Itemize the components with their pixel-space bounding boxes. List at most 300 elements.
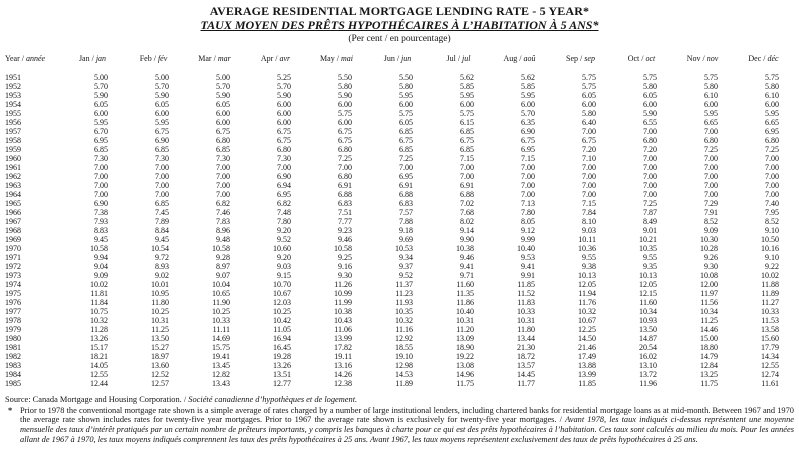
rate-cell: 11.60 <box>639 297 657 307</box>
rate-cell: 5.75 <box>460 108 474 118</box>
footnote-text-english: Prior to 1978 the conventional mortgage rate shown is a simple average of rates charged by a number of large institutional lenders, including chartered banks for residential mortgage loans as at mid-month. Between 1967 and 1970 the average rate shown includes rates for twenty-five year mortgages. Prior to 1967 the average rate shown is exclusively for twenty-five year mortgages. / <box>20 405 794 425</box>
page-subtitle-french: TAUX MOYEN DES PRÊTS HYPOTHÉCAIRES À L’HABITATION À 5 ANS* <box>200 18 599 33</box>
rate-cell: 15.60 <box>761 333 779 343</box>
rate-cell: 7.91 <box>704 207 718 217</box>
year-cell: 1967 <box>5 216 21 226</box>
rate-cell: 11.83 <box>517 297 535 307</box>
rate-cell: 7.00 <box>704 162 718 172</box>
rate-cell: 10.70 <box>273 279 291 289</box>
rate-cell: 6.90 <box>155 135 169 145</box>
rate-cell: 10.32 <box>578 306 596 316</box>
table-row-1958 <box>5 136 794 145</box>
rate-cell: 6.75 <box>277 126 291 136</box>
table-row-1961 <box>5 163 794 172</box>
rate-cell: 7.95 <box>765 207 779 217</box>
source-text-english: Source: Canada Mortgage and Housing Corporation. / <box>5 394 187 404</box>
rate-cell: 6.85 <box>460 126 474 136</box>
rate-cell: 5.85 <box>460 81 474 91</box>
rate-cell: 7.25 <box>399 153 413 163</box>
year-cell: 1972 <box>5 261 21 271</box>
rate-cell: 7.89 <box>155 216 169 226</box>
rate-cell: 5.62 <box>460 72 474 82</box>
rate-cell: 7.00 <box>704 126 718 136</box>
rate-cell: 10.31 <box>456 315 474 325</box>
rate-cell: 5.75 <box>704 72 718 82</box>
year-cell: 1981 <box>5 342 21 352</box>
table-row-1968 <box>5 226 794 235</box>
rate-cell: 5.95 <box>94 117 108 127</box>
rate-cell: 6.00 <box>94 108 108 118</box>
rate-cell: 10.25 <box>151 306 169 316</box>
rate-cell: 7.00 <box>765 153 779 163</box>
rate-cell: 10.38 <box>334 306 352 316</box>
rate-cell: 5.62 <box>521 72 535 82</box>
table-row-1979 <box>5 325 794 334</box>
rate-cell: 10.34 <box>700 306 718 316</box>
rate-cell: 7.13 <box>521 198 535 208</box>
rate-cell: 6.00 <box>277 117 291 127</box>
rate-cell: 6.55 <box>643 117 657 127</box>
rate-cell: 13.26 <box>90 333 108 343</box>
rate-cell: 6.85 <box>155 198 169 208</box>
rate-cell: 10.58 <box>212 243 230 253</box>
header-row <box>5 54 794 73</box>
rate-cell: 9.09 <box>704 225 718 235</box>
rate-cell: 6.05 <box>94 99 108 109</box>
rate-cell: 10.25 <box>212 306 230 316</box>
rate-cell: 7.20 <box>643 144 657 154</box>
rate-cell: 7.30 <box>216 153 230 163</box>
rate-cell: 10.60 <box>273 243 291 253</box>
rate-cell: 6.00 <box>399 99 413 109</box>
rate-cell: 7.80 <box>521 207 535 217</box>
rate-cell: 7.00 <box>704 189 718 199</box>
year-cell: 1980 <box>5 333 21 343</box>
rate-cell: 7.00 <box>582 189 596 199</box>
rate-cell: 11.56 <box>700 297 718 307</box>
rate-cell: 7.00 <box>94 189 108 199</box>
rate-cell: 6.00 <box>277 99 291 109</box>
rate-cell: 5.90 <box>643 108 657 118</box>
rate-cell: 7.88 <box>399 216 413 226</box>
rate-cell: 11.06 <box>334 324 352 334</box>
rate-cell: 12.57 <box>151 378 169 388</box>
year-cell: 1951 <box>5 72 21 82</box>
rate-cell: 6.75 <box>216 126 230 136</box>
rate-cell: 6.82 <box>216 198 230 208</box>
year-cell: 1957 <box>5 126 21 136</box>
rate-cell: 7.80 <box>277 216 291 226</box>
rate-cell: 16.94 <box>273 333 291 343</box>
rate-cell: 10.21 <box>639 234 657 244</box>
rate-cell: 7.30 <box>277 153 291 163</box>
rate-cell: 7.00 <box>582 171 596 181</box>
rate-cell: 5.70 <box>94 81 108 91</box>
year-cell: 1974 <box>5 279 21 289</box>
table-row-1960 <box>5 154 794 163</box>
year-cell: 1971 <box>5 252 21 262</box>
rate-cell: 14.46 <box>700 324 718 334</box>
rate-cell: 5.80 <box>765 81 779 91</box>
rate-cell: 6.95 <box>277 189 291 199</box>
rate-cell: 6.80 <box>277 144 291 154</box>
rate-cell: 11.75 <box>700 378 718 388</box>
rate-cell: 17.49 <box>578 351 596 361</box>
rate-cell: 6.85 <box>155 144 169 154</box>
year-cell: 1985 <box>5 378 21 388</box>
rate-cell: 11.26 <box>334 279 352 289</box>
rate-cell: 11.94 <box>578 288 596 298</box>
table-row-1963 <box>5 181 794 190</box>
table-row-1973 <box>5 271 794 280</box>
rate-cell: 5.95 <box>704 108 718 118</box>
rate-cell: 14.05 <box>90 360 108 370</box>
rate-cell: 5.00 <box>155 72 169 82</box>
rate-cell: 7.00 <box>765 180 779 190</box>
rate-cell: 5.75 <box>643 72 657 82</box>
column-header-aug: Aug / aoû <box>503 53 536 63</box>
rate-cell: 7.68 <box>460 207 474 217</box>
rate-cell: 6.95 <box>399 171 413 181</box>
rate-cell: 11.25 <box>151 324 169 334</box>
rate-cell: 9.52 <box>399 270 413 280</box>
table-row-1970 <box>5 244 794 253</box>
rate-cell: 10.13 <box>578 270 596 280</box>
rate-cell: 5.80 <box>643 81 657 91</box>
rate-cell: 11.99 <box>334 297 352 307</box>
rate-cell: 11.76 <box>578 297 596 307</box>
rate-cell: 5.70 <box>216 81 230 91</box>
rate-cell: 7.00 <box>460 162 474 172</box>
rate-cell: 17.82 <box>334 342 352 352</box>
year-cell: 1977 <box>5 306 21 316</box>
footer <box>5 395 794 445</box>
table-row-1967 <box>5 217 794 226</box>
rate-cell: 8.83 <box>94 225 108 235</box>
year-cell: 1958 <box>5 135 21 145</box>
rate-cell: 6.05 <box>155 99 169 109</box>
source-line <box>5 395 794 405</box>
rate-cell: 10.31 <box>151 315 169 325</box>
rate-cell: 6.00 <box>338 117 352 127</box>
rate-cell: 6.90 <box>277 171 291 181</box>
rate-cell: 6.70 <box>94 126 108 136</box>
rate-cell: 19.11 <box>334 351 352 361</box>
rate-cell: 9.23 <box>338 225 352 235</box>
rate-cell: 6.05 <box>582 90 596 100</box>
rate-cell: 9.46 <box>338 234 352 244</box>
table-row-1985 <box>5 379 794 388</box>
rate-cell: 17.79 <box>761 342 779 352</box>
rate-cell: 7.00 <box>94 171 108 181</box>
rate-cell: 7.30 <box>94 153 108 163</box>
table-row-1962 <box>5 172 794 181</box>
column-header-may: May / mai <box>320 53 353 63</box>
rate-cell: 6.90 <box>94 198 108 208</box>
rate-cell: 8.05 <box>521 216 535 226</box>
rate-cell: 12.15 <box>639 288 657 298</box>
rate-cell: 5.75 <box>582 81 596 91</box>
rate-cell: 7.15 <box>460 153 474 163</box>
rate-cell: 10.93 <box>639 315 657 325</box>
rate-cell: 10.35 <box>639 243 657 253</box>
rate-cell: 8.97 <box>216 261 230 271</box>
table-body <box>5 73 794 388</box>
rate-cell: 9.09 <box>94 270 108 280</box>
rate-cell: 7.00 <box>704 171 718 181</box>
rate-cell: 6.80 <box>216 135 230 145</box>
rate-cell: 6.95 <box>94 135 108 145</box>
year-cell: 1953 <box>5 90 21 100</box>
table-row-1974 <box>5 280 794 289</box>
rate-cell: 9.55 <box>582 252 596 262</box>
rate-cell: 6.83 <box>338 198 352 208</box>
rate-cell: 18.21 <box>90 351 108 361</box>
rate-cell: 7.00 <box>643 171 657 181</box>
rate-cell: 9.01 <box>643 225 657 235</box>
rate-cell: 7.00 <box>704 180 718 190</box>
rate-cell: 10.28 <box>700 243 718 253</box>
rate-cell: 7.00 <box>521 189 535 199</box>
rate-cell: 10.95 <box>151 288 169 298</box>
rate-cell: 6.00 <box>216 108 230 118</box>
rate-cell: 12.98 <box>395 360 413 370</box>
rate-cell: 6.05 <box>399 117 413 127</box>
rate-cell: 5.90 <box>155 90 169 100</box>
rate-cell: 15.00 <box>700 333 718 343</box>
rate-cell: 7.00 <box>94 162 108 172</box>
rate-cell: 5.50 <box>338 72 352 82</box>
rate-cell: 6.94 <box>277 180 291 190</box>
table-row-1966 <box>5 208 794 217</box>
rate-cell: 10.54 <box>151 243 169 253</box>
rate-cell: 7.00 <box>216 171 230 181</box>
rate-cell: 6.35 <box>521 117 535 127</box>
footnote <box>5 406 794 445</box>
rate-cell: 6.00 <box>765 99 779 109</box>
rate-cell: 6.00 <box>155 108 169 118</box>
year-cell: 1983 <box>5 360 21 370</box>
year-cell: 1959 <box>5 144 21 154</box>
rate-cell: 6.85 <box>399 144 413 154</box>
rate-cell: 6.65 <box>704 117 718 127</box>
rate-cell: 10.75 <box>90 306 108 316</box>
rate-cell: 8.84 <box>155 225 169 235</box>
rate-cell: 13.72 <box>639 369 657 379</box>
rate-cell: 11.61 <box>761 378 779 388</box>
rate-cell: 7.00 <box>765 189 779 199</box>
rate-cell: 10.40 <box>456 306 474 316</box>
year-cell: 1962 <box>5 171 21 181</box>
rate-cell: 19.10 <box>395 351 413 361</box>
rate-cell: 13.58 <box>761 324 779 334</box>
rate-cell: 11.35 <box>456 288 474 298</box>
table-row-1954 <box>5 100 794 109</box>
rate-cell: 11.52 <box>517 288 535 298</box>
rate-cell: 5.75 <box>399 108 413 118</box>
rate-cell: 10.01 <box>151 279 169 289</box>
rate-cell: 10.02 <box>761 270 779 280</box>
rate-cell: 10.33 <box>517 306 535 316</box>
rate-cell: 9.12 <box>521 225 535 235</box>
rate-cell: 9.25 <box>338 252 352 262</box>
rate-cell: 5.25 <box>277 72 291 82</box>
rate-cell: 9.90 <box>460 234 474 244</box>
rate-cell: 12.92 <box>395 333 413 343</box>
rate-cell: 7.00 <box>643 162 657 172</box>
column-header-year: Year / année <box>5 53 46 63</box>
table-row-1959 <box>5 145 794 154</box>
rate-cell: 8.10 <box>582 216 596 226</box>
rate-cell: 7.00 <box>277 162 291 172</box>
rate-cell: 9.41 <box>521 261 535 271</box>
rate-cell: 6.00 <box>460 99 474 109</box>
rate-cell: 10.31 <box>517 315 535 325</box>
rate-cell: 21.30 <box>517 342 535 352</box>
year-cell: 1964 <box>5 189 21 199</box>
rate-cell: 6.75 <box>521 135 535 145</box>
rate-cell: 6.91 <box>399 180 413 190</box>
rate-cell: 11.80 <box>517 324 535 334</box>
rate-cell: 10.67 <box>273 288 291 298</box>
rate-cell: 6.15 <box>460 117 474 127</box>
table-row-1972 <box>5 262 794 271</box>
rate-cell: 6.75 <box>399 135 413 145</box>
rate-cell: 13.50 <box>151 333 169 343</box>
rate-cell: 13.50 <box>639 324 657 334</box>
rate-cell: 5.80 <box>582 108 596 118</box>
table-row-1981 <box>5 343 794 352</box>
rate-cell: 7.00 <box>643 189 657 199</box>
rate-cell: 10.42 <box>273 315 291 325</box>
rate-cell: 11.25 <box>700 315 718 325</box>
rate-cell: 9.03 <box>277 261 291 271</box>
rate-cell: 9.48 <box>216 234 230 244</box>
rate-cell: 6.00 <box>582 99 596 109</box>
rate-cell: 7.00 <box>765 171 779 181</box>
rate-cell: 18.97 <box>151 351 169 361</box>
rate-cell: 9.30 <box>704 261 718 271</box>
rate-cell: 7.25 <box>643 198 657 208</box>
year-cell: 1952 <box>5 81 21 91</box>
rate-cell: 11.97 <box>700 288 718 298</box>
rate-cell: 6.90 <box>521 126 535 136</box>
rate-cell: 19.41 <box>212 351 230 361</box>
column-header-mar: Mar / mar <box>198 53 231 63</box>
rate-cell: 6.00 <box>338 99 352 109</box>
rate-cell: 11.75 <box>456 378 474 388</box>
rate-cell: 5.75 <box>765 72 779 82</box>
rate-cell: 7.00 <box>643 126 657 136</box>
rate-cell: 10.58 <box>334 243 352 253</box>
rate-cell: 10.13 <box>639 270 657 280</box>
rate-cell: 6.05 <box>643 90 657 100</box>
rate-cell: 6.88 <box>338 189 352 199</box>
rate-cell: 11.23 <box>395 288 413 298</box>
rate-cell: 5.00 <box>216 72 230 82</box>
rate-cell: 8.93 <box>155 261 169 271</box>
rate-cell: 9.04 <box>94 261 108 271</box>
rate-cell: 9.07 <box>216 270 230 280</box>
rate-cell: 10.32 <box>395 315 413 325</box>
rate-cell: 5.70 <box>277 81 291 91</box>
rate-cell: 6.80 <box>338 171 352 181</box>
rate-cell: 10.99 <box>334 288 352 298</box>
rate-cell: 8.02 <box>460 216 474 226</box>
rate-cell: 6.75 <box>155 126 169 136</box>
rate-cell: 6.00 <box>521 99 535 109</box>
rate-cell: 12.82 <box>212 369 230 379</box>
rate-cell: 12.05 <box>578 279 596 289</box>
rate-cell: 15.27 <box>151 342 169 352</box>
year-cell: 1970 <box>5 243 21 253</box>
rate-cell: 5.95 <box>155 117 169 127</box>
rate-cell: 7.57 <box>399 207 413 217</box>
rate-cell: 9.02 <box>155 270 169 280</box>
rate-cell: 5.80 <box>338 81 352 91</box>
rate-cell: 6.80 <box>704 135 718 145</box>
year-cell: 1954 <box>5 99 21 109</box>
rate-cell: 9.46 <box>460 252 474 262</box>
rate-cell: 5.80 <box>399 81 413 91</box>
rate-cell: 10.53 <box>395 243 413 253</box>
rate-cell: 13.99 <box>578 369 596 379</box>
rate-cell: 9.18 <box>399 225 413 235</box>
rate-cell: 11.96 <box>639 378 657 388</box>
rate-cell: 6.75 <box>338 126 352 136</box>
rate-cell: 12.55 <box>761 360 779 370</box>
rate-cell: 13.45 <box>212 360 230 370</box>
rate-cell: 14.53 <box>395 369 413 379</box>
table-row-1980 <box>5 334 794 343</box>
rate-cell: 9.55 <box>643 252 657 262</box>
rate-cell: 6.00 <box>704 99 718 109</box>
rate-cell: 11.20 <box>456 324 474 334</box>
rate-cell: 12.77 <box>273 378 291 388</box>
rate-cell: 13.16 <box>334 360 352 370</box>
rate-cell: 9.35 <box>643 261 657 271</box>
rate-cell: 10.40 <box>517 243 535 253</box>
rate-cell: 9.10 <box>765 252 779 262</box>
rate-cell: 13.60 <box>151 360 169 370</box>
column-header-jun: Jun / jun <box>383 53 412 63</box>
rate-cell: 7.29 <box>704 198 718 208</box>
year-cell: 1979 <box>5 324 21 334</box>
column-header-sep: Sep / sep <box>566 53 595 63</box>
rate-cell: 6.85 <box>399 126 413 136</box>
rate-cell: 9.45 <box>155 234 169 244</box>
rate-cell: 9.45 <box>94 234 108 244</box>
rate-cell: 6.91 <box>460 180 474 190</box>
rate-cell: 8.49 <box>643 216 657 226</box>
table-header <box>5 54 794 73</box>
column-header-feb: Feb / fév <box>139 53 168 63</box>
rate-cell: 6.00 <box>643 99 657 109</box>
rate-cell: 13.43 <box>212 378 230 388</box>
rate-cell: 11.80 <box>151 297 169 307</box>
table-row-1965 <box>5 199 794 208</box>
rate-cell: 13.57 <box>517 360 535 370</box>
rate-cell: 7.00 <box>155 180 169 190</box>
year-cell: 1955 <box>5 108 21 118</box>
rate-cell: 6.91 <box>338 180 352 190</box>
table-row-1983 <box>5 361 794 370</box>
table-row-1951 <box>5 73 794 82</box>
rate-cell: 18.55 <box>395 342 413 352</box>
rate-cell: 11.60 <box>456 279 474 289</box>
column-header-nov: Nov / nov <box>686 53 719 63</box>
year-cell: 1982 <box>5 351 21 361</box>
